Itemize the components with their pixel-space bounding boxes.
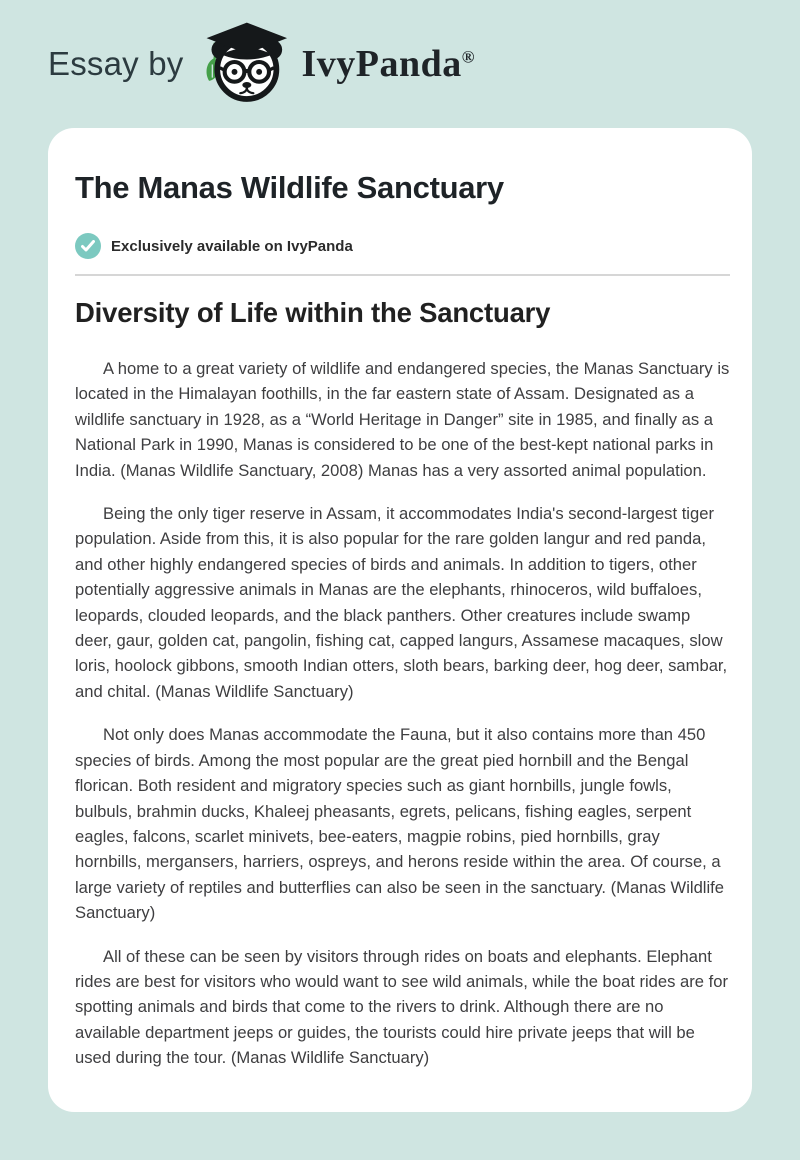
ivypanda-logo[interactable] <box>200 19 292 110</box>
essay-paragraph-3: Not only does Manas accommodate the Fauna, but it also contains more than 450 species of birds. Among the most popular are the great pied hornbill and the Bengal florican. Both resident and migratory species such as giant hornbills, jungle fowls, bulbuls, brahmin ducks, Khaleej pheasants, egrets, pelicans, fishing eagles, serpent eagles, falcons, scarlet minivets, bee-eaters, magpie robins, pied hornbills, gray hornbills, mergansers, harriers, ospreys, and herons reside within the area. Of course, a large variety of reptiles and butterflies can also be seen in the sanctuary. (Manas Wildlife Sanctuary) <box>75 725 725 923</box>
brand-text: IvyPanda <box>301 43 462 85</box>
essay-card <box>48 128 752 1112</box>
exclusive-badge-label: Exclusively available on IvyPanda <box>111 237 353 255</box>
essay-by-text: Essay by <box>48 45 184 82</box>
essay-title: The Manas Wildlife Sanctuary <box>75 170 504 205</box>
essay-paragraph-2: Being the only tiger reserve in Assam, it accommodates India's second-largest tiger population. Aside from this, it is also popular for the rare golden langur and red panda, and other highly endangered species of birds and animals. In addition to tigers, other potentially aggressive animals in Manas are the elephants, rhinoceros, wild buffaloes, leopards, clouded leopards, and the black panthers. Other creatures include swamp deer, gaur, golden cat, pangolin, fishing cat, capped langurs, Assamese macaques, slow loris, hoolock gibbons, smooth Indian otters, sloth bears, barking deer, hog deer, sambar, and chital. (Manas Wildlife Sanctuary) <box>75 504 728 701</box>
check-icon <box>75 233 101 259</box>
essay-paragraph-1: A home to a great variety of wildlife and endangered species, the Manas Sanctuary is located in the Himalayan foothills, in the far eastern state of Assam. Designated as a wildlife sanctuary in 1928, as a “World Heritage in Danger” site in 1985, and finally as a National Park in 1990, Manas is considered to be one of the best-kept national parks in India. (Manas Wildlife Sanctuary, 2008) Manas has a very assorted animal population. <box>75 359 730 480</box>
essay-paragraph-4: All of these can be seen by visitors through rides on boats and elephants. Elephant rides are best for visitors who would want to see wild animals, while the boat rides are for spotting animals and birds that come to the rivers to drink. Although there are no available department jeeps or guides, the tourists could hire private jeeps that will be used during the tour. (Manas Wildlife Sanctuary) <box>75 946 728 1068</box>
page-header <box>0 0 800 128</box>
exclusive-badge <box>75 233 730 259</box>
divider <box>75 274 730 276</box>
section-heading: Diversity of Life within the Sanctuary <box>75 297 551 328</box>
panda-graduate-icon <box>200 19 292 110</box>
registered-mark: ® <box>461 47 475 67</box>
brand-name[interactable] <box>302 42 475 86</box>
